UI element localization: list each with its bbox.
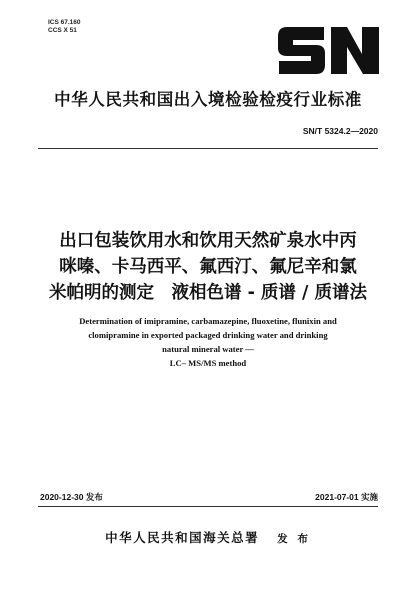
classification-codes bbox=[48, 19, 81, 35]
english-title-line-2: clomipramine in exported packaged drinking water and drinking bbox=[88, 330, 328, 340]
chinese-title bbox=[0, 228, 416, 306]
bottom-divider bbox=[38, 506, 378, 507]
sn-logo bbox=[277, 24, 380, 77]
organization-title: 中华人民共和国出入境检验检疫行业标准 bbox=[54, 90, 362, 109]
english-title-line-4: LC– MS/MS method bbox=[169, 358, 247, 368]
sn-logo-shape bbox=[278, 27, 379, 74]
ics-code: ICS 67.160 bbox=[48, 19, 81, 26]
standard-number: SN/T 5324.2—2020 bbox=[302, 126, 378, 136]
top-divider bbox=[38, 148, 378, 149]
ccs-code: CCS X 51 bbox=[48, 27, 77, 34]
implementation-date: 2021-07-01 实施 bbox=[315, 492, 378, 502]
chinese-title-line-1: 出口包装饮用水和饮用天然矿泉水中丙 bbox=[59, 231, 357, 251]
chinese-title-line-3: 米帕明的测定 液相色谱 - 质谱 / 质谱法 bbox=[48, 283, 368, 303]
publisher-name: 中华人民共和国海关总署 bbox=[105, 530, 260, 545]
publisher-line bbox=[0, 527, 416, 546]
chinese-title-line-2: 咪嗪、卡马西平、氟西汀、氟尼辛和氯 bbox=[59, 257, 357, 277]
issue-date: 2020-12-30 发布 bbox=[40, 492, 103, 502]
sn-logo-text: SN bbox=[277, 24, 279, 25]
english-title-line-1: Determination of imipramine, carbamazepine, fluoxetine, flunixin and bbox=[79, 316, 337, 326]
english-title bbox=[0, 314, 416, 370]
publish-label: 发 布 bbox=[277, 533, 311, 545]
english-title-line-3: natural mineral water — bbox=[162, 344, 254, 354]
